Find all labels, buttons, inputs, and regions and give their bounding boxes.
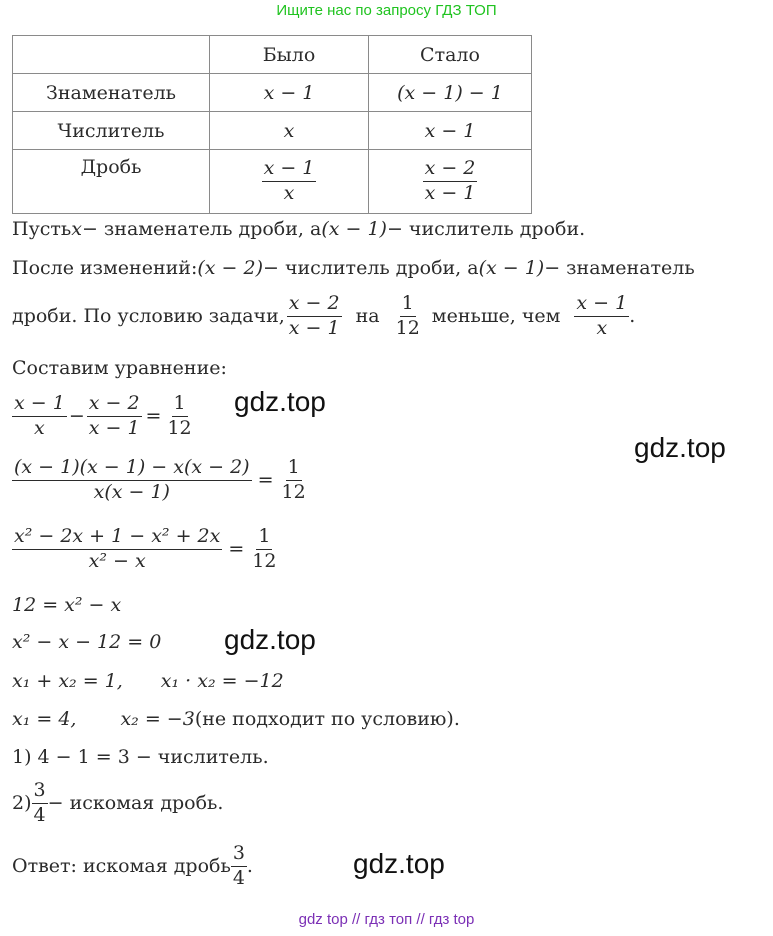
table-cell: x: [210, 112, 369, 150]
comparison-table: [12, 35, 532, 214]
watermark: gdz.top: [353, 848, 445, 879]
table-row-label: Дробь: [13, 150, 210, 214]
equation-3: $\frac{\text{x² − 2x + 1 − x² + 2x}}{\text{x² − x}}$ = $\frac{1}{12}$: [14, 525, 277, 572]
answer-line: Ответ: искомая дробь $\frac{3}{4}$ .: [12, 842, 253, 889]
table-header-was: Было: [210, 36, 369, 74]
table-row-label: Знаменатель: [13, 74, 210, 112]
table-cell-fraction: $\frac{x - 1}{x}$: [210, 150, 369, 214]
text-line-4: Составим уравнение:: [12, 357, 227, 379]
watermark: gdz.top: [224, 624, 316, 655]
table-cell-fraction: $\frac{x - 2}{x - 1}$: [369, 150, 532, 214]
step-1: 1) 4 − 1 = 3 − числитель.: [12, 746, 269, 768]
watermark: gdz.top: [634, 432, 726, 463]
equation-5: x² − x − 12 = 0: [12, 631, 162, 653]
text-line-1: Пусть x − знаменатель дроби, а (x − 1) − числитель дроби.: [12, 218, 586, 240]
footer-banner: gdz top // гдз топ // гдз top: [298, 911, 475, 928]
text-line-3: дроби. По условию задачи, $\frac{x - 2}{x - 1}$ на $\frac{1}{12}$ меньше, чем $\frac{x - 1}{x}$ .: [12, 292, 636, 339]
table-cell: (x − 1) − 1: [369, 74, 532, 112]
equation-7: x₁ = 4, x₂ = −3 (не подходит по условию).: [12, 708, 460, 730]
equation-2: $\frac{(x - 1)(x - 1) - x(x - 2)}{x(x - 1)}$ = $\frac{1}{12}$: [14, 456, 306, 503]
text-line-2: После изменений: (x − 2) − числитель дроби, а (x − 1) − знаменатель: [12, 257, 695, 279]
watermark: gdz.top: [234, 386, 326, 417]
table-row-label: Числитель: [13, 112, 210, 150]
header-banner: Ищите нас по запросу ГДЗ ТОП: [276, 2, 497, 19]
equation-6: x₁ + x₂ = 1, x₁ · x₂ = −12: [12, 670, 284, 692]
equation-1: $\frac{x - 1}{x}$ − $\frac{x - 2}{x - 1}$ = $\frac{1}{12}$: [14, 392, 192, 439]
table-cell: x − 1: [369, 112, 532, 150]
table-cell: x − 1: [210, 74, 369, 112]
step-2: 2) $\frac{3}{4}$ − искомая дробь.: [12, 779, 224, 826]
equation-4: 12 = x² − x: [12, 594, 122, 616]
table-header-empty: [13, 36, 210, 74]
table-header-now: Стало: [369, 36, 532, 74]
